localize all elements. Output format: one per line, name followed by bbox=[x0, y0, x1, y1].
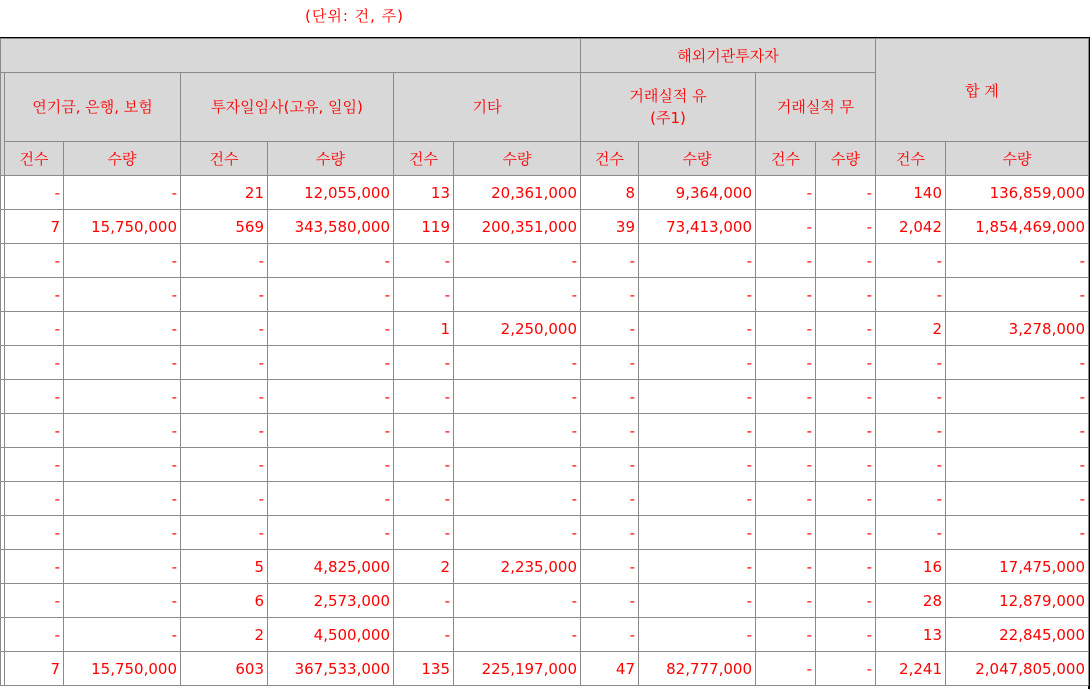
qty-cell: - bbox=[639, 550, 756, 584]
table-row bbox=[1, 176, 1089, 210]
count-cell: - bbox=[394, 380, 454, 414]
qty-cell: - bbox=[639, 380, 756, 414]
table-row bbox=[1, 278, 1089, 312]
table-row bbox=[1, 584, 1089, 618]
allocation-table bbox=[0, 38, 1089, 686]
count-cell: - bbox=[5, 516, 64, 550]
count-cell: - bbox=[756, 210, 816, 244]
count-cell: 13 bbox=[394, 176, 454, 210]
count-cell: 39 bbox=[581, 210, 639, 244]
qty-cell: - bbox=[816, 210, 876, 244]
count-cell: - bbox=[756, 176, 816, 210]
count-cell: - bbox=[181, 346, 268, 380]
count-cell: - bbox=[394, 278, 454, 312]
count-cell: - bbox=[756, 244, 816, 278]
qty-cell: - bbox=[64, 584, 181, 618]
count-cell: - bbox=[756, 516, 816, 550]
qty-cell: 200,351,000 bbox=[454, 210, 581, 244]
qty-cell: - bbox=[268, 414, 394, 448]
count-cell: - bbox=[756, 652, 816, 686]
qty-cell: - bbox=[64, 516, 181, 550]
count-cell: 135 bbox=[394, 652, 454, 686]
track-yes-note: (주1) bbox=[650, 109, 686, 127]
qty-cell: - bbox=[64, 618, 181, 652]
table-row bbox=[1, 244, 1089, 278]
count-header: 건수 bbox=[181, 142, 268, 176]
count-cell: 13 bbox=[876, 618, 946, 652]
qty-cell: - bbox=[64, 550, 181, 584]
count-cell: - bbox=[581, 618, 639, 652]
domestic-group-header bbox=[1, 39, 581, 73]
count-cell: - bbox=[756, 380, 816, 414]
other-header: 기타 bbox=[394, 73, 581, 142]
count-cell: - bbox=[756, 448, 816, 482]
qty-cell: - bbox=[639, 516, 756, 550]
qty-cell: 2,250,000 bbox=[454, 312, 581, 346]
count-cell: - bbox=[876, 482, 946, 516]
count-cell: 21 bbox=[181, 176, 268, 210]
count-cell: - bbox=[581, 278, 639, 312]
qty-cell: - bbox=[639, 278, 756, 312]
count-cell: 2 bbox=[394, 550, 454, 584]
qty-cell: - bbox=[454, 618, 581, 652]
count-cell: 7 bbox=[5, 652, 64, 686]
qty-cell: - bbox=[64, 346, 181, 380]
count-cell: - bbox=[5, 278, 64, 312]
qty-cell: - bbox=[64, 278, 181, 312]
qty-cell: - bbox=[946, 380, 1089, 414]
qty-cell: - bbox=[454, 278, 581, 312]
qty-cell: 12,879,000 bbox=[946, 584, 1089, 618]
qty-cell: 3,278,000 bbox=[946, 312, 1089, 346]
qty-cell: - bbox=[946, 244, 1089, 278]
qty-cell: - bbox=[816, 380, 876, 414]
qty-cell: - bbox=[816, 346, 876, 380]
table-row bbox=[1, 346, 1089, 380]
count-cell: - bbox=[581, 550, 639, 584]
qty-cell: - bbox=[816, 278, 876, 312]
qty-cell: 15,750,000 bbox=[64, 210, 181, 244]
qty-cell: - bbox=[268, 244, 394, 278]
investment-header: 투자일임사(고유, 일임) bbox=[181, 73, 394, 142]
count-cell: 16 bbox=[876, 550, 946, 584]
qty-cell: - bbox=[946, 346, 1089, 380]
qty-cell: 4,500,000 bbox=[268, 618, 394, 652]
count-cell: - bbox=[756, 482, 816, 516]
count-cell: - bbox=[394, 482, 454, 516]
count-cell: 1 bbox=[394, 312, 454, 346]
count-cell: - bbox=[756, 550, 816, 584]
count-cell: 2,241 bbox=[876, 652, 946, 686]
qty-cell: - bbox=[639, 584, 756, 618]
count-cell: - bbox=[181, 414, 268, 448]
qty-cell: - bbox=[64, 414, 181, 448]
unit-label: (단위: 건, 주) bbox=[305, 7, 405, 25]
qty-cell: - bbox=[454, 448, 581, 482]
count-cell: 6 bbox=[181, 584, 268, 618]
qty-cell: 343,580,000 bbox=[268, 210, 394, 244]
count-cell: - bbox=[394, 414, 454, 448]
qty-cell: - bbox=[639, 312, 756, 346]
qty-cell: - bbox=[268, 482, 394, 516]
qty-cell: 136,859,000 bbox=[946, 176, 1089, 210]
qty-cell: - bbox=[639, 482, 756, 516]
count-cell: - bbox=[181, 448, 268, 482]
count-cell: 119 bbox=[394, 210, 454, 244]
count-cell: - bbox=[756, 312, 816, 346]
qty-cell: 4,825,000 bbox=[268, 550, 394, 584]
count-header: 건수 bbox=[5, 142, 64, 176]
qty-cell: - bbox=[268, 516, 394, 550]
table-row bbox=[1, 312, 1089, 346]
qty-cell: - bbox=[816, 482, 876, 516]
count-cell: - bbox=[756, 584, 816, 618]
qty-cell: - bbox=[639, 618, 756, 652]
count-cell: - bbox=[394, 618, 454, 652]
count-header: 건수 bbox=[876, 142, 946, 176]
qty-cell: - bbox=[454, 346, 581, 380]
qty-cell: - bbox=[639, 448, 756, 482]
qty-cell: - bbox=[816, 312, 876, 346]
count-cell: 47 bbox=[581, 652, 639, 686]
qty-cell: - bbox=[268, 448, 394, 482]
qty-cell: 15,750,000 bbox=[64, 652, 181, 686]
qty-cell: - bbox=[639, 414, 756, 448]
qty-header: 수량 bbox=[816, 142, 876, 176]
count-cell: - bbox=[756, 346, 816, 380]
count-cell: - bbox=[5, 346, 64, 380]
qty-cell: 9,364,000 bbox=[639, 176, 756, 210]
total-header: 합 계 bbox=[876, 39, 1089, 142]
count-cell: - bbox=[876, 346, 946, 380]
qty-cell: - bbox=[268, 278, 394, 312]
count-cell: - bbox=[581, 414, 639, 448]
count-cell: - bbox=[581, 584, 639, 618]
table-row bbox=[1, 482, 1089, 516]
qty-cell: - bbox=[946, 516, 1089, 550]
count-cell: - bbox=[756, 618, 816, 652]
qty-cell: - bbox=[946, 414, 1089, 448]
qty-cell: - bbox=[64, 244, 181, 278]
count-cell: 2 bbox=[876, 312, 946, 346]
qty-cell: - bbox=[816, 618, 876, 652]
count-cell: - bbox=[581, 346, 639, 380]
qty-cell: 12,055,000 bbox=[268, 176, 394, 210]
count-header: 건수 bbox=[581, 142, 639, 176]
count-header: 건수 bbox=[394, 142, 454, 176]
count-cell: 8 bbox=[581, 176, 639, 210]
qty-cell: 1,854,469,000 bbox=[946, 210, 1089, 244]
qty-header: 수량 bbox=[268, 142, 394, 176]
qty-header: 수량 bbox=[639, 142, 756, 176]
qty-cell: - bbox=[454, 482, 581, 516]
qty-cell: - bbox=[816, 176, 876, 210]
count-cell: - bbox=[876, 380, 946, 414]
qty-cell: - bbox=[268, 312, 394, 346]
track-yes-label: 거래실적 유 bbox=[629, 87, 707, 105]
count-cell: - bbox=[581, 516, 639, 550]
count-cell: - bbox=[394, 244, 454, 278]
qty-cell: - bbox=[64, 176, 181, 210]
count-cell: - bbox=[876, 244, 946, 278]
qty-cell: - bbox=[454, 584, 581, 618]
count-cell: - bbox=[394, 346, 454, 380]
track-yes-header bbox=[581, 73, 756, 142]
count-cell: 5 bbox=[181, 550, 268, 584]
qty-cell: - bbox=[816, 652, 876, 686]
count-cell: - bbox=[5, 618, 64, 652]
count-cell: - bbox=[5, 448, 64, 482]
count-cell: 28 bbox=[876, 584, 946, 618]
count-cell: - bbox=[394, 516, 454, 550]
qty-cell: - bbox=[639, 346, 756, 380]
count-cell: - bbox=[876, 278, 946, 312]
count-cell: - bbox=[876, 414, 946, 448]
count-cell: 569 bbox=[181, 210, 268, 244]
table-row bbox=[1, 414, 1089, 448]
qty-cell: - bbox=[268, 380, 394, 414]
count-cell: - bbox=[581, 244, 639, 278]
qty-cell: - bbox=[454, 414, 581, 448]
count-cell: - bbox=[5, 244, 64, 278]
count-cell: - bbox=[5, 312, 64, 346]
pension-header: 연기금, 은행, 보험 bbox=[5, 73, 181, 142]
count-cell: - bbox=[756, 414, 816, 448]
count-cell: - bbox=[876, 516, 946, 550]
qty-cell: - bbox=[816, 516, 876, 550]
count-cell: 2,042 bbox=[876, 210, 946, 244]
count-cell: - bbox=[181, 312, 268, 346]
count-cell: - bbox=[5, 380, 64, 414]
track-no-header: 거래실적 무 bbox=[756, 73, 876, 142]
count-cell: - bbox=[394, 584, 454, 618]
table-row bbox=[1, 448, 1089, 482]
qty-cell: 73,413,000 bbox=[639, 210, 756, 244]
count-cell: - bbox=[394, 448, 454, 482]
count-cell: - bbox=[876, 448, 946, 482]
count-cell: - bbox=[181, 278, 268, 312]
qty-cell: 82,777,000 bbox=[639, 652, 756, 686]
count-cell: - bbox=[5, 414, 64, 448]
qty-cell: - bbox=[639, 244, 756, 278]
foreign-group-header: 해외기관투자자 bbox=[581, 39, 876, 73]
count-cell: 7 bbox=[5, 210, 64, 244]
count-cell: - bbox=[756, 278, 816, 312]
count-cell: - bbox=[181, 516, 268, 550]
qty-cell: 20,361,000 bbox=[454, 176, 581, 210]
qty-cell: - bbox=[816, 414, 876, 448]
qty-cell: - bbox=[816, 550, 876, 584]
qty-cell: 17,475,000 bbox=[946, 550, 1089, 584]
qty-header: 수량 bbox=[454, 142, 581, 176]
qty-cell: - bbox=[816, 448, 876, 482]
count-cell: - bbox=[181, 482, 268, 516]
count-cell: - bbox=[581, 380, 639, 414]
count-cell: - bbox=[581, 482, 639, 516]
table-row bbox=[1, 210, 1089, 244]
qty-cell: - bbox=[946, 482, 1089, 516]
qty-cell: - bbox=[64, 312, 181, 346]
qty-cell: - bbox=[64, 380, 181, 414]
qty-header: 수량 bbox=[64, 142, 181, 176]
table-row bbox=[1, 652, 1089, 686]
qty-cell: - bbox=[268, 346, 394, 380]
count-cell: - bbox=[181, 380, 268, 414]
count-cell: - bbox=[181, 244, 268, 278]
qty-cell: 22,845,000 bbox=[946, 618, 1089, 652]
count-cell: - bbox=[581, 448, 639, 482]
qty-cell: - bbox=[454, 380, 581, 414]
qty-cell: - bbox=[816, 584, 876, 618]
table-row bbox=[1, 516, 1089, 550]
table-row bbox=[1, 550, 1089, 584]
qty-cell: - bbox=[64, 448, 181, 482]
count-cell: 140 bbox=[876, 176, 946, 210]
table-row bbox=[1, 380, 1089, 414]
qty-cell: - bbox=[946, 448, 1089, 482]
qty-cell: 2,047,805,000 bbox=[946, 652, 1089, 686]
qty-cell: 367,533,000 bbox=[268, 652, 394, 686]
qty-cell: - bbox=[816, 244, 876, 278]
count-cell: - bbox=[5, 176, 64, 210]
qty-cell: 2,573,000 bbox=[268, 584, 394, 618]
qty-cell: - bbox=[454, 244, 581, 278]
qty-cell: - bbox=[64, 482, 181, 516]
count-cell: - bbox=[5, 482, 64, 516]
count-cell: 603 bbox=[181, 652, 268, 686]
qty-cell: - bbox=[454, 516, 581, 550]
count-cell: 2 bbox=[181, 618, 268, 652]
count-cell: - bbox=[5, 584, 64, 618]
qty-cell: - bbox=[946, 278, 1089, 312]
qty-cell: 225,197,000 bbox=[454, 652, 581, 686]
qty-cell: 2,235,000 bbox=[454, 550, 581, 584]
qty-header: 수량 bbox=[946, 142, 1089, 176]
table-row bbox=[1, 618, 1089, 652]
count-cell: - bbox=[5, 550, 64, 584]
count-cell: - bbox=[581, 312, 639, 346]
count-header: 건수 bbox=[756, 142, 816, 176]
